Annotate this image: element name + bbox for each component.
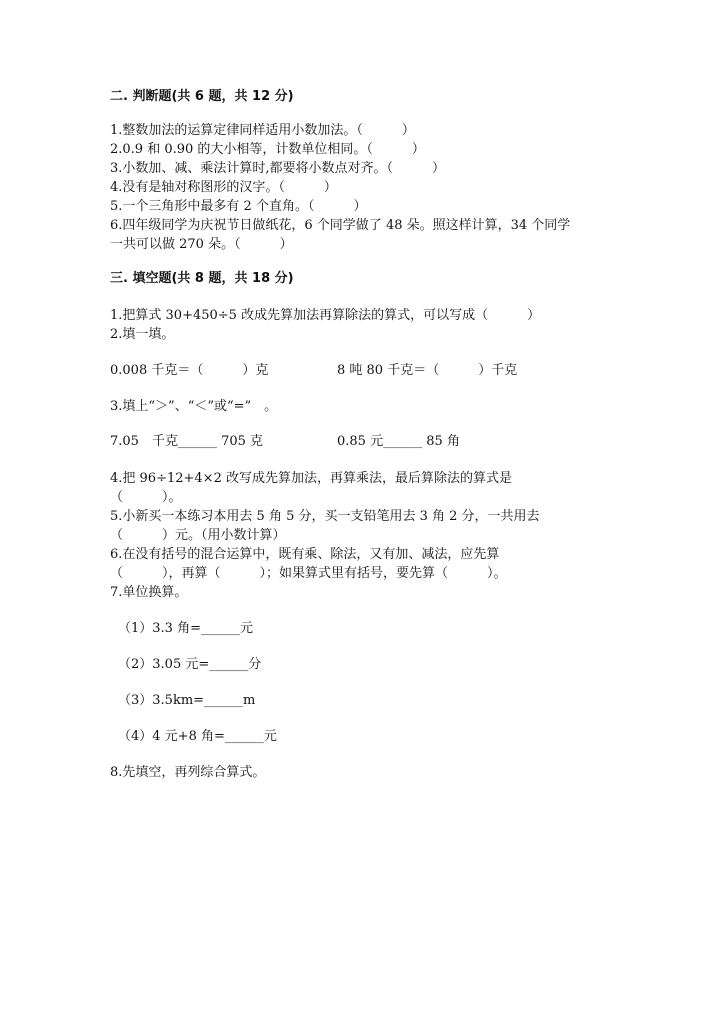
fill-q7: 7.单位换算。 <box>110 585 188 600</box>
fill-q1: 1.把算式 30+450÷5 改成先算加法再算除法的算式，可以写成（ ） <box>110 308 541 323</box>
fill-q4-line1: 4.把 96÷12+4×2 改写成先算加法，再算乘法，最后算除法的算式是 <box>110 471 512 486</box>
fill-q6-line1: 6.在没有括号的混合运算中，既有乘、除法，又有加、减法，应先算 <box>110 547 500 562</box>
section-2-heading: 二. 判断题(共 6 题，共 12 分) <box>110 89 294 104</box>
fill-q5-line2: （ ）元。（用小数计算） <box>110 528 286 543</box>
judge-item-1: 1.整数加法的运算定律同样适用小数加法。（ ） <box>110 123 415 138</box>
section-3-heading: 三. 填空题(共 8 题，共 18 分) <box>110 271 294 286</box>
fill-q4-line2: （ ）。 <box>110 490 182 505</box>
fill-q3: 3.填上“＞”、“＜”或“=” 。 <box>110 399 278 414</box>
fill-q3-b: 0.85 元______ 85 角 <box>337 434 460 449</box>
judge-item-5: 5.一个三角形中最多有 2 个直角。（ ） <box>110 199 367 214</box>
fill-q6-line2: （ ），再算（ ）；如果算式里有括号，要先算（ ）。 <box>110 566 507 581</box>
fill-q2-a: 0.008 千克＝（ ）克 <box>110 363 269 378</box>
unit-conversion-3: （3）3.5km=______m <box>118 693 256 708</box>
fill-q5-line1: 5.小新买一本练习本用去 5 角 5 分，买一支铅笔用去 3 角 2 分，一共用去 <box>110 509 540 524</box>
judge-item-2: 2.0.9 和 0.90 的大小相等，计数单位相同。（ ） <box>110 142 425 157</box>
judge-item-6-line1: 6.四年级同学为庆祝节日做纸花，6 个同学做了 48 朵。照这样计算，34 个同学 <box>110 218 571 233</box>
fill-q3-a: 7.05 千克______ 705 克 <box>110 434 264 449</box>
fill-q2: 2.填一填。 <box>110 327 175 342</box>
judge-item-3: 3.小数加、减、乘法计算时,都要将小数点对齐。（ ） <box>110 161 446 176</box>
judge-item-4: 4.没有是轴对称图形的汉字。（ ） <box>110 180 337 195</box>
unit-conversion-2: （2）3.05 元=______分 <box>118 657 262 672</box>
unit-conversion-1: （1）3.3 角=______元 <box>118 621 253 636</box>
unit-conversion-4: （4）4 元+8 角=______元 <box>118 729 277 744</box>
fill-q2-b: 8 吨 80 千克＝（ ）千克 <box>337 363 518 378</box>
judge-item-6-line2: 一共可以做 270 朵。（ ） <box>110 237 293 252</box>
fill-q8: 8.先填空，再列综合算式。 <box>110 765 266 780</box>
